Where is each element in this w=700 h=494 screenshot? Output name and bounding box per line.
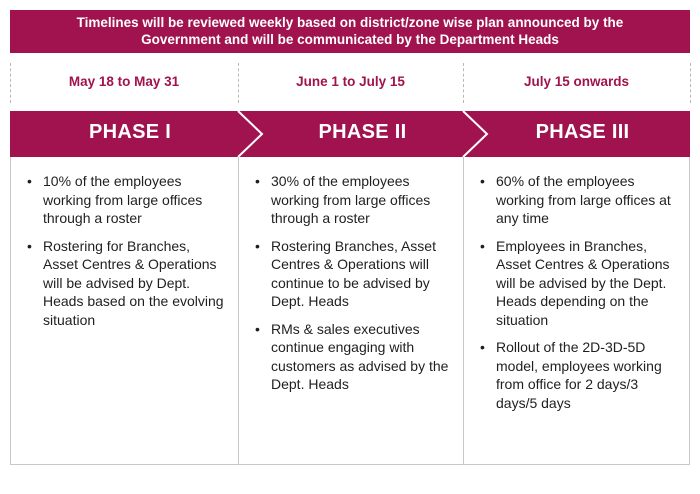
bullet-dot: • (480, 237, 485, 254)
phase-3-bullets (480, 172, 679, 412)
phase-1-date: May 18 to May 31 (68, 74, 180, 89)
bullet-item: • 30% of the employees working from large offices through a roster (255, 173, 431, 226)
bullet-dot: • (480, 173, 485, 189)
phase-3-date: July 15 onwards (523, 74, 630, 89)
bullet-dot: • (255, 320, 260, 337)
phase-2-date: June 1 to July 15 (296, 74, 405, 89)
bullet-item: • 10% of the employees working from large offices through a roster (27, 173, 203, 226)
phase-1-column (10, 157, 239, 465)
bullet-dot: • (27, 173, 32, 189)
bullet-dot: • (27, 237, 32, 254)
phase-1-bullets (27, 172, 228, 329)
bullet-item: • Rollout of the 2D-3D-5D model, employees working from office for 2 days/3 days/5 days (480, 339, 662, 411)
bullet-dot: • (255, 173, 260, 189)
phase-3-column (463, 157, 690, 465)
banner-line-1: Timelines will be reviewed weekly based on district/zone wise plan announced by the (76, 15, 624, 30)
bullet-item: • Rostering for Branches, Asset Centres & Operations will be advised by Dept. Heads based on the evolving situation (27, 237, 224, 328)
bullet-item: • 60% of the employees working from large offices at any time (480, 173, 671, 226)
phase-3-title: PHASE III (535, 121, 630, 143)
bullet-item: • RMs & sales executives continue engaging with customers as advised by the Dept. Heads (255, 320, 449, 392)
phase-2-column (238, 157, 464, 465)
phase-2-bullets (255, 172, 453, 394)
bullet-dot: • (480, 339, 485, 355)
bullet-item: • Rostering Branches, Asset Centres & Operations will continue to be advised by Dept. Heads (255, 237, 436, 309)
banner-line-2: Government and will be communicated by the Department Heads (141, 32, 559, 47)
phase-1-title: PHASE I (88, 121, 172, 143)
bullet-dot: • (255, 237, 260, 254)
bullet-item: • Employees in Branches, Asset Centres & Operations will be advised by the Dept. Heads depending on the situation (480, 237, 670, 328)
phase-2-title: PHASE II (318, 121, 407, 143)
